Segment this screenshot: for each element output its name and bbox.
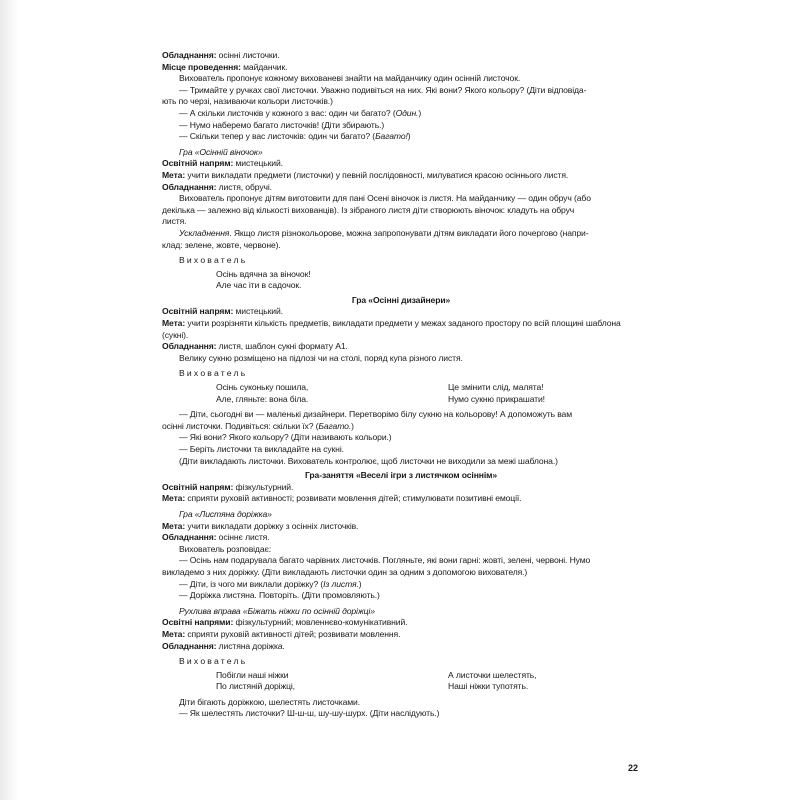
poem-line: Побігли наші ніжки: [216, 669, 289, 680]
direction-line: Освітній напрям: мистецький.: [162, 158, 283, 169]
poem-two-column: [162, 670, 640, 693]
section-heading: Гра «Осінні дизайнери»: [351, 294, 451, 305]
speaker-label: Вихователь: [179, 368, 248, 379]
place-line: Місце проведення: майданчик.: [162, 61, 288, 72]
poem-line: По листяній доріжці,: [216, 681, 295, 692]
game-dialogue-line: — Осінь нам подарувала багато чарівних листочків. Погляньте, які вони гарні: жовті, зелені, червоні. Нумо: [179, 555, 591, 566]
poem-line: Але, гляньте: вона біла.: [216, 393, 309, 404]
page-content: [162, 50, 640, 720]
poem-left-column: [216, 670, 448, 693]
poem-right-column: [448, 382, 640, 405]
poem-line: Наші ніжки тупотять.: [448, 681, 529, 692]
equipment-line: Обладнання: листя, шаблон сукні формату А1.: [162, 341, 348, 352]
equipment-line: Обладнання: осінні листочки.: [162, 50, 280, 60]
section-heading: Гра-заняття «Веселі ігри з листячком осіннім»: [305, 470, 497, 481]
game-complication-cont: клад: зелене, жовте, червоне).: [162, 239, 281, 250]
goal-line: Мета: учити викладати доріжку з осінніх листочків.: [162, 520, 359, 531]
goal-line: Мета: учити розрізняти кількість предметів, викладати предмети у межах заданого простору по всій площині шаблона: [162, 318, 621, 329]
page-spine-shadow: [0, 0, 18, 800]
intro-dialogue-line: — А скільки листочків у кожного з вас: один чи багато? (Один.): [179, 107, 422, 118]
poem-line: А листочки шелестять,: [448, 669, 537, 680]
poem-line: Осінь суконьку пошила,: [216, 382, 309, 393]
game-dialogue-line-cont: викладемо з них доріжку. (Діти викладають листочки один за одним з допомогою вихователя.): [162, 566, 528, 577]
intro-dialogue-line-cont: ють по черзі, називаючи кольори листочків.): [162, 96, 333, 107]
speaker-label: Вихователь: [179, 656, 248, 667]
intro-dialogue-line: — Тримайте у ручках свої листочки. Уважно подивіться на них. Які вони? Якого кольору? (Діти відповіда-: [179, 84, 587, 95]
speaker-label: Вихователь: [179, 255, 248, 266]
goal-line: Мета: сприяти руховій активності; розвивати мовлення дітей; стимулювати позитивні емоції.: [162, 493, 522, 504]
goal-line: Мета: сприяти руховій активності дітей; розвивати мовлення.: [162, 628, 401, 639]
game-title: Гра «Листяна доріжка»: [179, 508, 272, 519]
intro-dialogue-line: — Нумо наберемо багато листочків! (Діти збирають.): [179, 119, 385, 130]
direction-line: Освітній напрям: мистецький.: [162, 306, 283, 317]
poem-left-column: [216, 382, 448, 405]
game-dialogue-line: — Доріжка листяна. Повторіть. (Діти промовляють.): [179, 590, 380, 601]
poem-two-column: [162, 382, 640, 405]
game-paragraph: Вихователь пропонує дітям виготовити для пані Осені віночок із листя. На майданчику — один обруч (або: [179, 193, 591, 204]
poem-line: Осінь вдячна за віночок!: [216, 268, 311, 279]
poem-right-column: [448, 670, 640, 693]
poem-line: Нумо сукню прикрашати!: [448, 393, 545, 404]
intro-paragraph: Вихователь пропонує кожному вихованеві знайти на майданчику один осінній листочок.: [179, 73, 521, 84]
poem: [162, 269, 640, 292]
equipment-line: Обладнання: осіннє листя.: [162, 532, 270, 543]
page-number: 22: [628, 763, 639, 773]
direction-line: Освітні напрями: фізкультурний; мовленнєво-комунікативний.: [162, 617, 408, 628]
direction-line: Освітній напрям: фізкультурний.: [162, 481, 294, 492]
game-dialogue-line: — Діти, сьогодні ви — маленькі дизайнери. Перетворімо білу сукню на кольорову! А допоможуть вам: [179, 409, 572, 420]
game-dialogue-line: — Які вони? Якого кольору? (Діти називають кольори.): [179, 432, 392, 443]
goal-line-cont: (сукні).: [162, 329, 189, 340]
game-paragraph: Велику сукню розміщено на підлозі чи на столі, поряд купа різного листя.: [179, 352, 463, 363]
game-dialogue-line-cont: осінні листочки. Подивіться: скільки їх? (Багато.): [162, 420, 354, 431]
goal-line: Мета: учити викладати предмети (листочки) у певній послідовності, милуватися красою осіннього листя.: [162, 169, 569, 180]
poem-line: Але час іти в садочок.: [216, 280, 302, 291]
game-paragraph-cont: листя.: [162, 216, 187, 227]
equipment-line: Обладнання: листя, обручі.: [162, 181, 272, 192]
game-paragraph: Діти бігають доріжкою, шелестять листочками.: [179, 696, 360, 707]
game-dialogue-line: — Беріть листочки та викладайте на сукні.: [179, 444, 344, 454]
equipment-line: Обладнання: листяна доріжка.: [162, 640, 285, 651]
game-paragraph: Вихователь розповідає:: [179, 543, 272, 554]
intro-dialogue-line: — Скільки тепер у вас листочків: один чи багато? (Багато!): [179, 131, 411, 142]
game-dialogue-line: (Діти викладають листочки. Вихователь контролює, щоб листочки не виходили за межі шаблона.): [179, 455, 558, 466]
game-dialogue-line: — Діти, із чого ми виклали доріжку? (Із листя.): [179, 578, 362, 589]
game-dialogue-line: — Як шелестять листочки? Ш-ш-ш, шу-шу-шурх. (Діти наслідують.): [179, 708, 440, 719]
game-title: Гра «Осінній віночок»: [179, 146, 263, 157]
game-complication: Ускладнення. Якщо листя різнокольорове, можна запропонувати дітям викладати його почергово (напри-: [179, 227, 589, 238]
poem-line: Це змінити слід, малята!: [448, 382, 544, 393]
exercise-title: Рухлива вправа «Біжать ніжки по осінній доріжці»: [179, 605, 375, 616]
game-paragraph-cont: декілька — залежно від кількості вихованців). Із зібраного листя діти створюють віночок: кладуть на обруч: [162, 204, 575, 215]
